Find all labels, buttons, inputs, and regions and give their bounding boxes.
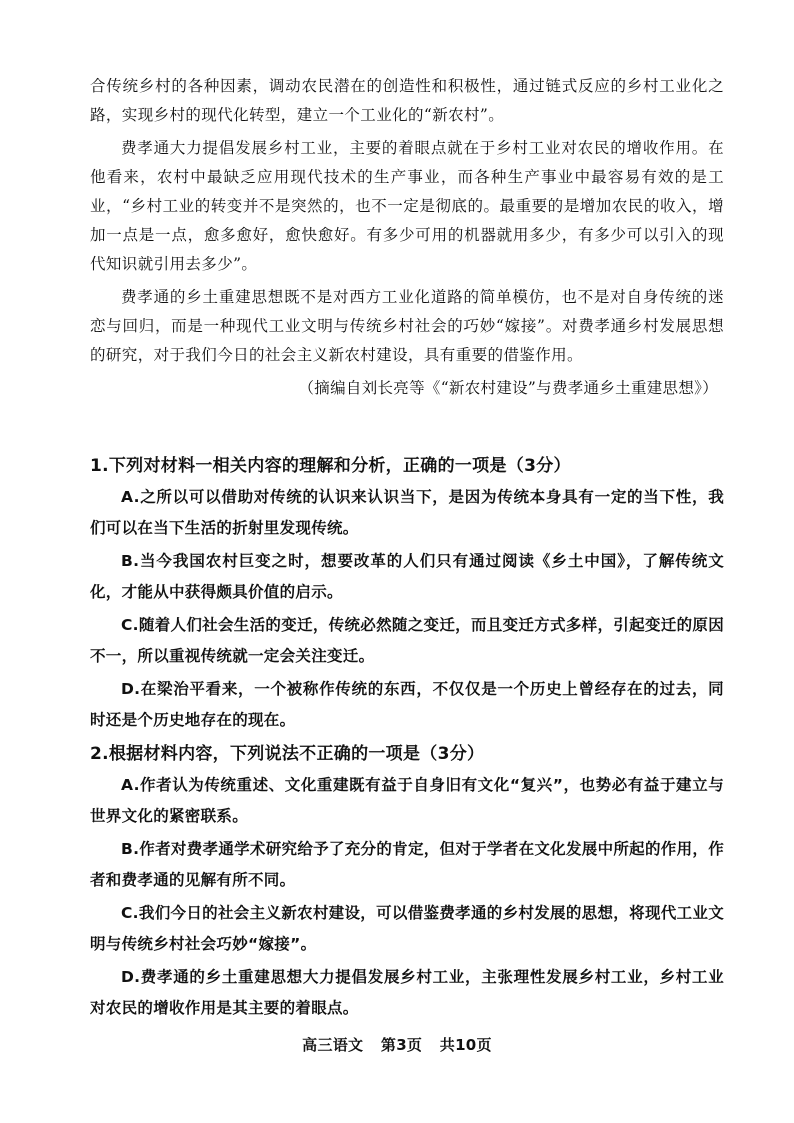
footer-total-pages: 共10页 [439,1036,492,1054]
option-a: A.之所以可以借助对传统的认识来认识当下，是因为传统本身具有一定的当下性，我们可以在当下生活的折射里发现传统。 [90,488,724,537]
passage-paragraph: 费孝通的乡土重建思想既不是对西方工业化道路的简单模仿，也不是对自身传统的迷恋与回归，而是一种现代工业文明与传统乡村社会的巧妙“嫁接”。对费孝通乡村发展思想的研究，对于我们今日的社会主义新农村建设，具有重要的借鉴作用。 [90,288,724,364]
option-c: C.我们今日的社会主义新农村建设，可以借鉴费孝通的乡村发展的思想，将现代工业文明与传统乡村社会巧妙“嫁接”。 [90,904,724,953]
option-d: D.费孝通的乡土重建思想大力提倡发展乡村工业，主张理性发展乡村工业，乡村工业对农民的增收作用是其主要的着眼点。 [90,968,724,1017]
option-d: D.在梁治平看来，一个被称作传统的东西，不仅仅是一个历史上曾经存在的过去，同时还是个历史地存在的现在。 [90,680,724,729]
footer-subject: 高三语文 [302,1036,364,1054]
question-1 [90,452,724,736]
page-footer [0,1034,794,1055]
option-a: A.作者认为传统重述、文化重建既有益于自身旧有文化“复兴”，也势必有益于建立与世界文化的紧密联系。 [90,776,724,825]
option-b: B.作者对费孝通学术研究给予了充分的肯定，但对于学者在文化发展中所起的作用，作者和费孝通的见解有所不同。 [90,840,724,889]
passage-source: （摘编自刘长亮等《“新农村建设”与费孝通乡土重建思想》） [298,379,718,397]
question-stem: 2.根据材料内容，下列说法不正确的一项是（3分） [90,744,485,764]
passage-paragraph: 费孝通大力提倡发展乡村工业，主要的着眼点就在于乡村工业对农民的增收作用。在他看来，农村中最缺乏应用现代技术的生产事业，而各种生产事业中最容易有效的是工业，“乡村工业的转变并不是突然的，也不一定是彻底的。最重要的是增加农民的收入，增加一点是一点，愈多愈好，愈快愈好。有多少可用的机器就用多少，有多少可以引入的现代知识就引用去多少”。 [90,139,724,273]
footer-page-number: 第3页 [380,1036,423,1054]
reading-passage [90,72,724,403]
questions-section [90,452,724,1028]
question-stem: 1.下列对材料一相关内容的理解和分析，正确的一项是（3分） [90,456,571,476]
option-c: C.随着人们社会生活的变迁，传统必然随之变迁，而且变迁方式多样，引起变迁的原因不一，所以重视传统就一定会关注变迁。 [90,616,724,665]
option-b: B.当今我国农村巨变之时，想要改革的人们只有通过阅读《乡土中国》，了解传统文化，才能从中获得颇具价值的启示。 [90,552,724,601]
passage-paragraph: 合传统乡村的各种因素，调动农民潜在的创造性和积极性，通过链式反应的乡村工业化之路，实现乡村的现代化转型，建立一个工业化的“新农村”。 [90,77,724,124]
question-2 [90,740,724,1024]
